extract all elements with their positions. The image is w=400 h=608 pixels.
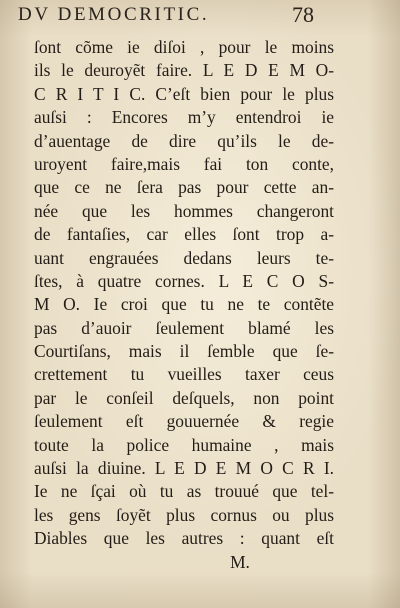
text-line: uant engrauées dedans leurs te- [34,247,334,268]
text-block [34,36,334,551]
text-line: C R I T I C. C’eſt bien pour le plus [34,83,334,104]
text-line: d’auentage de dire qu’ils le de- [34,130,334,151]
catchword: M. [230,552,250,572]
text-line: Ie ne ſçai où tu as trouué que tel- [34,481,334,502]
text-line: née que les hommes changeront [34,200,334,221]
text-line: ſeulement eſt gouuernée & regie [34,411,334,432]
text-line: ſtes, à quatre cornes. L E C O S- [34,270,334,291]
running-head: DV DEMOCRITIC. [18,4,210,25]
text-line: que ce ne ſera pas pour cette an- [34,177,334,198]
text-line: crettement tu vueilles taxer ceus [34,364,334,385]
text-line: Diables que les autres : quant eſt [34,528,334,549]
page-number: 78 [292,2,314,27]
text-line: toute la police humaine , mais [34,434,334,455]
text-line: de fantaſies, car elles ſont trop a- [34,224,334,245]
text-line: auſsi : Encores m’y entendroi ie [34,107,334,128]
text-line: par le conſeil deſquels, non point [34,387,334,408]
text-line: Courtiſans, mais il ſemble que ſe- [34,341,334,362]
text-line: auſsi la diuine. L E D E M O C R I. [34,458,334,479]
text-line: pas d’auoir ſeulement blamé les [34,317,334,338]
text-line: les gens ſoyẽt plus cornus ou plus [34,504,334,525]
text-line: ils le deuroyẽt faire. L E D E M O- [34,60,334,81]
text-line: uroyent faire,mais fai ton conte, [34,153,334,174]
text-line: ſont cõme ie diſoi , pour le moins [34,37,334,57]
text-line: M O. Ie croi que tu ne te contẽte [34,294,334,315]
